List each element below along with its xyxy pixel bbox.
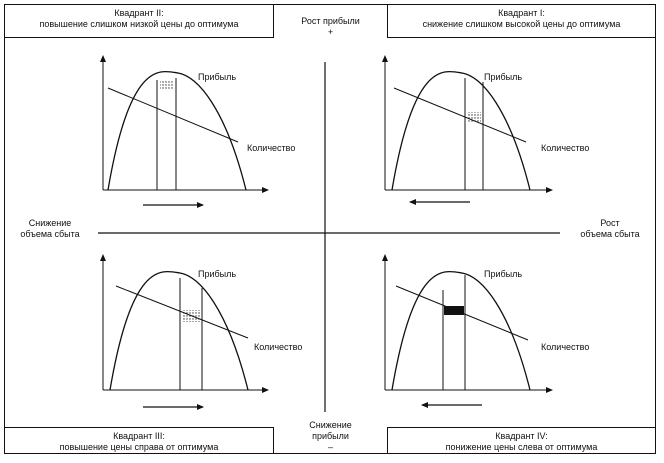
quadrant-1-subtitle: снижение слишком высокой цены до оптимума	[422, 19, 621, 29]
q3-profit-label: Прибыль	[198, 269, 237, 279]
q4-panel	[385, 255, 552, 405]
quadrant-2-subtitle: повышение слишком низкой цены до оптимума	[39, 19, 239, 29]
bottom-axis-label-line2: прибыли	[312, 431, 349, 441]
q1-profit-curve	[392, 72, 530, 190]
top-axis-label-line2: +	[327, 27, 334, 37]
bottom-axis-label-line1: Снижение	[309, 420, 352, 430]
q4-demand-line	[396, 286, 528, 340]
q2-profit-label: Прибыль	[198, 72, 237, 82]
right-axis-label-line2: объема сбыта	[580, 229, 640, 239]
q1-panel	[385, 56, 552, 202]
q3-demand-line	[116, 286, 248, 338]
right-axis-label-line1: Рост	[600, 218, 620, 228]
quadrant-4-title: Квадрант IV:	[495, 431, 548, 441]
top-axis-label-line1: Рост прибыли	[301, 16, 360, 26]
quadrant-4-subtitle: понижение цены слева от оптимума	[445, 442, 598, 452]
q3-quantity-label: Количество	[254, 342, 303, 352]
quadrant-3-title: Квадрант III:	[113, 431, 165, 441]
bottom-axis-label-line3: –	[327, 442, 333, 452]
q1-demand-line	[394, 88, 526, 142]
q3-profit-curve	[110, 272, 248, 390]
q4-profit-curve	[392, 272, 530, 390]
q4-profit-label: Прибыль	[484, 269, 523, 279]
left-axis-label-line2: объема сбыта	[20, 229, 80, 239]
q3-panel	[103, 255, 268, 407]
quadrant-2-title: Квадрант II:	[114, 8, 164, 18]
left-axis-label-line1: Снижение	[28, 218, 72, 228]
q1-quantity-label: Количество	[541, 143, 590, 153]
q1-profit-label: Прибыль	[484, 72, 523, 82]
quadrant-1-title: Квадрант I:	[498, 8, 545, 18]
q4-quantity-label: Количество	[541, 342, 590, 352]
q2-panel	[103, 56, 268, 205]
q2-shaded-area	[160, 80, 174, 90]
quadrant-3-subtitle: повышение цены справа от оптимума	[59, 442, 219, 452]
q2-profit-curve	[108, 72, 246, 190]
q2-quantity-label: Количество	[247, 143, 296, 153]
